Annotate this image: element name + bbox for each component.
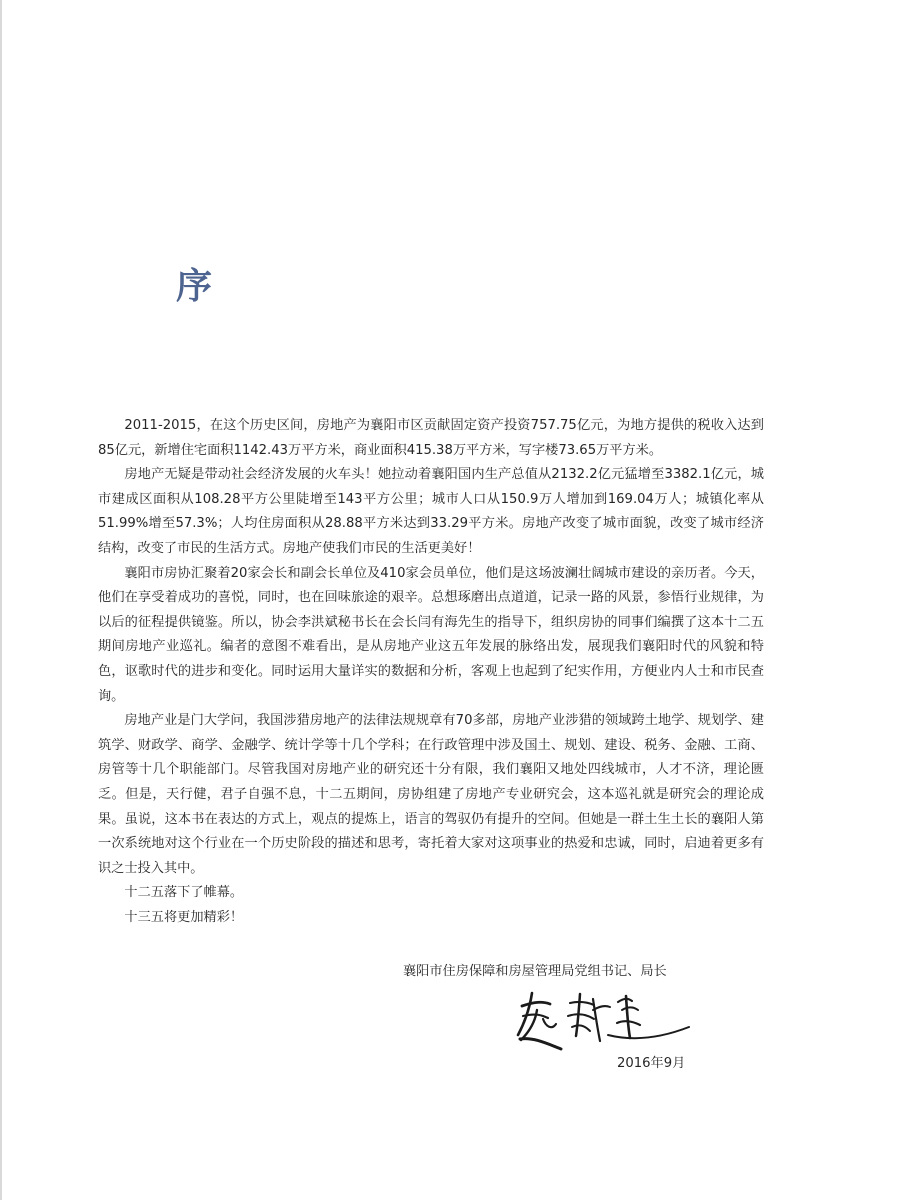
- paragraph-4: 房地产业是门大学问，我国涉猎房地产的法律法规规章有70多部，房地产业涉猎的领域跨土地学、规划学、建筑学、财政学、商学、金融学、统计学等十几个学科；在行政管理中涉及国土、规划、建设、税务、金融、工商、房管等十几个职能部门。尽管我国对房地产业的研究还十分有限，我们襄阳又地处四线城市，人才不济，理论匮乏。但是，天行健，君子自强不息，十二五期间，房协组建了房地产专业研究会，这本巡礼就是研究会的理论成果。虽说，这本书在表达的方式上，观点的提炼上，语言的驾驭仍有提升的空间。但她是一群土生土长的襄阳人第一次系统地对这个行业在一个历史阶段的描述和思考，寄托着大家对这项事业的热爱和忠诚，同时，启迪着更多有识之士投入其中。: [98, 713, 764, 876]
- paragraph-6: 十三五将更加精彩！: [124, 909, 244, 925]
- signature-date: 2016年9月: [617, 1056, 686, 1071]
- handwritten-signature: [506, 988, 696, 1058]
- page-title: 序: [176, 265, 213, 307]
- paragraph-3: 襄阳市房协汇聚着20家会长和副会长单位及410家会员单位，他们是这场波澜壮阔城市建设的亲历者。今天，他们在享受着成功的喜悦，同时，也在回味旅途的艰辛。总想琢磨出点道道，记录一路的风景，参悟行业规律，为以后的征程提供镜鉴。所以，协会李洪斌秘书长在会长闫有海先生的指导下，组织房协的同事们编撰了这本十二五期间房地产业巡礼。编者的意图不难看出，是从房地产业这五年发展的脉络出发，展现我们襄阳时代的风貌和特色，讴歌时代的进步和变化。同时运用大量详实的数据和分析，客观上也起到了纪实作用，方便业内人士和市民查询。: [98, 565, 764, 704]
- paragraph-2: 房地产无疑是带动社会经济发展的火车头！她拉动着襄阳国内生产总值从2132.2亿元猛增至3382.1亿元，城市建成区面积从108.28平方公里陡增至143平方公里；城市人口从150.9万人增加到169.04万人；城镇化率从51.99%增至57.3%；人均住房面积从28.88平方米达到33.29平方米。房地产改变了城市面貌，改变了城市经济结构，改变了市民的生活方式。房地产使我们市民的生活更美好！: [98, 467, 764, 556]
- paragraph-5: 十二五落下了帷幕。: [124, 885, 244, 901]
- page-edge: [0, 0, 2, 1200]
- paragraph-1: 2011-2015，在这个历史区间，房地产为襄阳市区贡献固定资产投资757.75亿元，为地方提供的税收入达到85亿元，新增住宅面积1142.43万平方米，商业面积415.38万平方米，写字楼73.65万平方米。: [98, 418, 764, 458]
- signature-title: 襄阳市住房保障和房屋管理局党组书记、局长: [403, 964, 667, 979]
- body-text: [98, 414, 764, 930]
